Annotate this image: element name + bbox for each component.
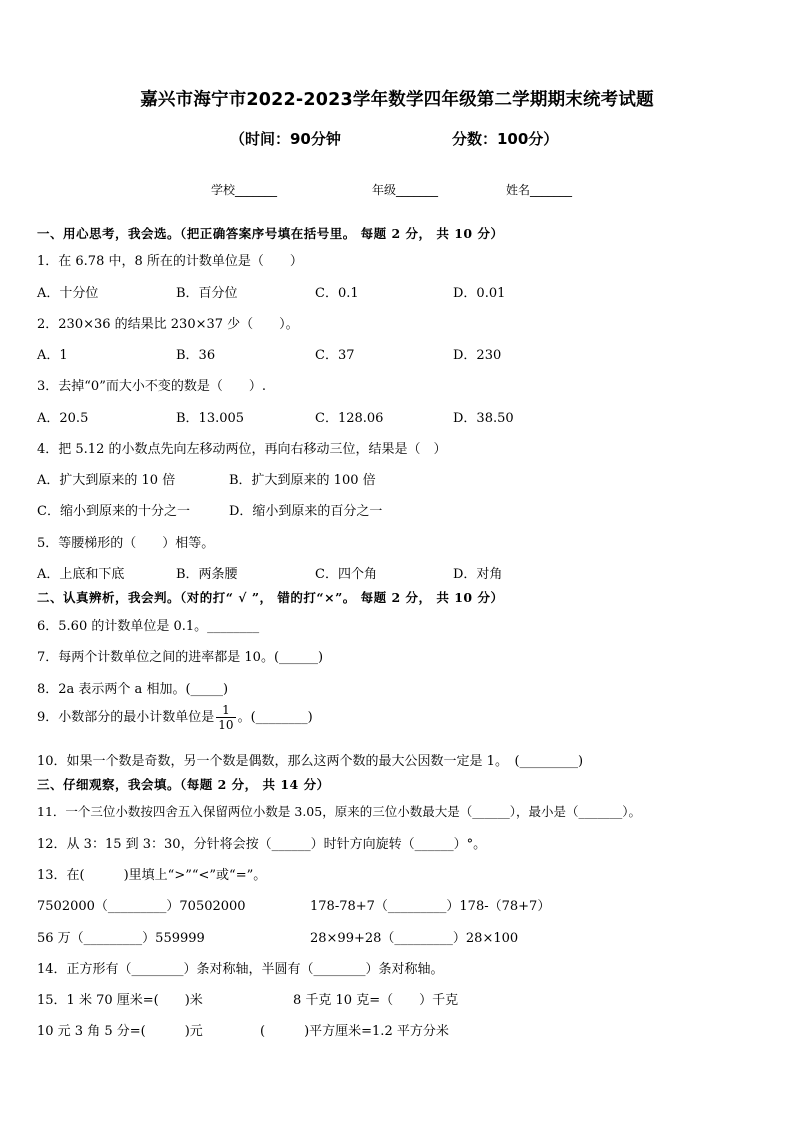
q13-part-c: 56 万（_________）559999 <box>37 931 205 946</box>
question-2: 2．230×36 的结果比 230×37 少（ ）。 <box>37 317 299 332</box>
q3-option-b: B．13.005 <box>176 411 245 426</box>
q2-option-d: D．230 <box>453 348 502 363</box>
question-7: 7．每两个计数单位之间的进率都是 10。(______) <box>37 650 324 665</box>
q4-option-b: B．扩大到原来的 100 倍 <box>229 473 376 488</box>
question-8: 8．2a 表示两个 a 相加。(_____) <box>37 682 229 697</box>
score-info: 分数：100分） <box>452 130 559 148</box>
q3-option-a: A．20.5 <box>37 411 89 426</box>
time-info: （时间：90分钟 <box>230 130 341 148</box>
question-12: 12．从 3：15 到 3：30，分针将会按（______）时针方向旋转（______）°。 <box>37 837 487 852</box>
question-11: 11．一个三位小数按四舍五入保留两位小数是 3.05，原来的三位小数最大是（______），最小是（_______）。 <box>37 804 641 819</box>
q1-option-c: C．0.1 <box>315 286 359 301</box>
q1-option-a: A．十分位 <box>37 286 99 301</box>
q5-option-a: A．上底和下底 <box>37 567 125 582</box>
q2-option-c: C．37 <box>315 348 355 363</box>
q1-option-d: D．0.01 <box>453 286 506 301</box>
question-13: 13．在( )里填上“>”“<”或“=”。 <box>37 868 267 883</box>
q4-option-d: D．缩小到原来的百分之一 <box>229 504 383 519</box>
q15-part-a: 15．1 米 70 厘米=( )米 <box>37 993 203 1008</box>
fraction-one-tenth <box>216 703 235 732</box>
q5-option-b: B．两条腰 <box>176 567 238 582</box>
q3-option-d: D．38.50 <box>453 411 514 426</box>
q5-option-d: D．对角 <box>453 567 503 582</box>
grade-field: 年级_______ <box>372 183 439 197</box>
q15-part-d: ( )平方厘米=1.2 平方分米 <box>260 1024 449 1039</box>
q13-part-b: 178-78+7（_________）178-（78+7） <box>310 899 551 914</box>
question-3: 3．去掉“0”而大小不变的数是（ ）. <box>37 379 266 394</box>
q1-option-b: B．百分位 <box>176 286 238 301</box>
q15-part-b: 8 千克 10 克=（ ）千克 <box>293 993 459 1008</box>
q3-option-c: C．128.06 <box>315 411 384 426</box>
q15-part-c: 10 元 3 角 5 分=( )元 <box>37 1024 203 1039</box>
question-9 <box>37 703 313 732</box>
question-6: 6．5.60 的计数单位是 0.1。________ <box>37 619 260 634</box>
school-field: 学校_______ <box>211 183 278 197</box>
q9-blank: 。(________) <box>237 710 313 725</box>
name-field: 姓名_______ <box>506 183 573 197</box>
q5-option-c: C．四个角 <box>315 567 377 582</box>
q13-part-d: 28×99+28（_________）28×100 <box>310 931 519 946</box>
q2-option-a: A．1 <box>37 348 68 363</box>
section3-heading: 三、仔细观察，我会填。（每题 2 分， 共 14 分） <box>37 777 330 792</box>
fraction-denominator: 10 <box>218 718 234 732</box>
question-5: 5．等腰梯形的（ ）相等。 <box>37 536 215 551</box>
q4-option-a: A．扩大到原来的 10 倍 <box>37 473 176 488</box>
q4-option-c: C．缩小到原来的十分之一 <box>37 504 190 519</box>
question-4: 4．把 5.12 的小数点先向左移动两位，再向右移动三位，结果是（ ） <box>37 442 447 457</box>
q2-option-b: B．36 <box>176 348 216 363</box>
fraction-numerator: 1 <box>216 703 235 718</box>
question-10: 10．如果一个数是奇数，另一个数是偶数，那么这两个数的最大公因数一定是 1。 (_________) <box>37 754 584 769</box>
question-1: 1．在 6.78 中，8 所在的计数单位是（ ） <box>37 254 303 269</box>
q13-part-a: 7502000（_________）70502000 <box>37 899 246 914</box>
question-14: 14．正方形有（________）条对称轴，半圆有（________）条对称轴。 <box>37 962 444 977</box>
section1-heading: 一、用心思考，我会选。（把正确答案序号填在括号里。 每题 2 分， 共 10 分） <box>37 226 504 241</box>
section2-heading: 二、认真辨析，我会判。（对的打“ √ ”， 错的打“×”。 每题 2 分， 共 10 分） <box>37 590 504 605</box>
exam-title: 嘉兴市海宁市2022-2023学年数学四年级第二学期期末统考试题 <box>140 90 654 110</box>
q9-text: 9．小数部分的最小计数单位是 <box>37 710 215 725</box>
